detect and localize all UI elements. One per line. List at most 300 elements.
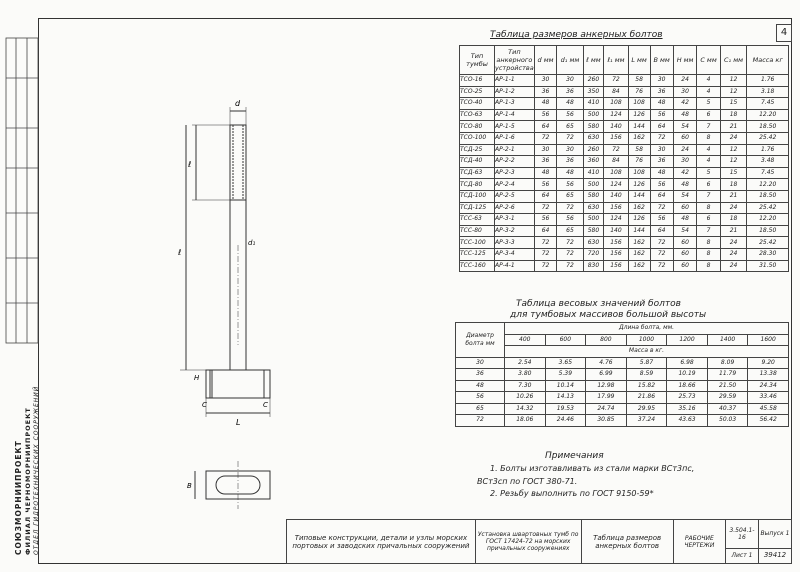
anchor-cell: 410 [583,98,604,110]
anchor-cell: 410 [583,167,604,179]
anchor-cell: 64 [650,225,673,237]
mass-cell: 29.95 [626,403,667,415]
anchor-cell: 56 [557,109,583,121]
anchor-table-row [460,237,789,249]
anchor-cell: 144 [628,121,650,133]
mass-cell: 40.37 [707,403,748,415]
branch-label: ФИЛИАЛ ЧЕРНОМОРНИИПРОЕКТ [24,407,32,555]
anchor-cell: 12 [720,86,747,98]
anchor-cell: 48 [534,98,557,110]
mass-cell: 14.13 [545,392,586,404]
mass-cell: 21.86 [626,392,667,404]
anchor-cell: АР-3-1 [495,214,535,226]
anchor-cell: 156 [604,132,628,144]
anchor-cell: 140 [604,190,628,202]
anchor-header-cell: L мм [628,46,650,75]
anchor-header-cell: B мм [650,46,673,75]
anchor-cell: АР-1-6 [495,132,535,144]
anchor-cell: 58 [628,144,650,156]
anchor-table-title: Таблица размеров анкерных болтов [490,30,663,40]
anchor-cell: 72 [534,202,557,214]
title-block-series: 3.504.1-16 [726,520,759,549]
anchor-table-row [460,132,789,144]
anchor-cell: 6 [697,179,720,191]
anchor-cell: 12.20 [747,214,789,226]
anchor-cell: 36 [650,156,673,168]
dim-L: L [236,418,241,427]
anchor-cell: 25.42 [747,237,789,249]
anchor-cell: 124 [604,109,628,121]
mass-cell: 33.46 [748,392,789,404]
mass-cell: 6.99 [586,369,627,381]
anchor-cell: АР-2-4 [495,179,535,191]
anchor-header-cell: Тип анкерного устройства [495,46,535,75]
anchor-cell: 15 [720,98,747,110]
anchor-cell: 24 [720,202,747,214]
anchor-cell: 56 [650,179,673,191]
bolt-drawing [150,95,290,515]
anchor-table-row [460,98,789,110]
anchor-table [459,45,789,272]
anchor-cell: 56 [557,214,583,226]
anchor-cell: 3.18 [747,86,789,98]
mass-cell: 13.38 [748,369,789,381]
anchor-cell: 24 [673,75,697,87]
anchor-cell: 72 [557,202,583,214]
dim-b: B [187,482,192,490]
anchor-cell: ТСС-100 [460,237,495,249]
weight-table-row [456,357,789,369]
anchor-cell: 18 [720,214,747,226]
mass-cell: 10.19 [667,369,708,381]
mass-cell: 5.87 [626,357,667,369]
mass-cell: 10.14 [545,380,586,392]
anchor-table-row [460,144,789,156]
anchor-cell: 108 [628,167,650,179]
anchor-table-row [460,121,789,133]
anchor-cell: 42 [673,98,697,110]
anchor-cell: 65 [557,225,583,237]
anchor-cell: 56 [534,109,557,121]
mass-cell: 11.79 [707,369,748,381]
weight-table-row [456,392,789,404]
anchor-cell: 6 [697,214,720,226]
anchor-cell: 12 [720,156,747,168]
mass-cell: 8.59 [626,369,667,381]
anchor-cell: 500 [583,214,604,226]
anchor-cell: 24 [720,248,747,260]
anchor-cell: 162 [628,260,650,272]
anchor-table-row [460,248,789,260]
mass-cell: 8.09 [707,357,748,369]
anchor-cell: 72 [650,248,673,260]
anchor-table-row [460,167,789,179]
anchor-cell: 500 [583,179,604,191]
anchor-cell: 54 [673,225,697,237]
anchor-cell: 124 [604,214,628,226]
anchor-cell: 60 [673,248,697,260]
mass-cell: 29.59 [707,392,748,404]
mass-cell: 30.85 [586,415,627,427]
diameter-cell: 65 [456,403,505,415]
anchor-cell: 8 [697,260,720,272]
mass-cell: 6.98 [667,357,708,369]
anchor-cell: 72 [534,237,557,249]
anchor-cell: ТСД-40 [460,156,495,168]
anchor-cell: 72 [557,237,583,249]
anchor-cell: 72 [650,260,673,272]
anchor-cell: 144 [628,190,650,202]
weight-table-title2: для тумбовых массивов большой высоты [510,310,707,320]
anchor-cell: 108 [604,98,628,110]
anchor-cell: 8 [697,237,720,249]
anchor-cell: 36 [557,86,583,98]
anchor-cell: 24 [720,132,747,144]
anchor-table-row [460,190,789,202]
anchor-cell: ТСО-40 [460,98,495,110]
anchor-cell: 21 [720,225,747,237]
anchor-cell: 144 [628,225,650,237]
mass-cell: 15.82 [626,380,667,392]
anchor-cell: 580 [583,225,604,237]
anchor-cell: 48 [673,214,697,226]
mass-header: Масса в кг. [505,346,789,358]
title-block-drawing-name: Таблица размеров анкерных болтов [581,520,673,564]
anchor-cell: 56 [650,109,673,121]
anchor-header-cell: d мм [534,46,557,75]
anchor-cell: ТСД-25 [460,144,495,156]
anchor-cell: 56 [534,179,557,191]
anchor-cell: 500 [583,109,604,121]
diameter-header: Диаметр болта мм [456,323,505,358]
anchor-cell: 1.76 [747,144,789,156]
anchor-table-row [460,179,789,191]
anchor-cell: 12 [720,144,747,156]
anchor-cell: 72 [534,260,557,272]
mass-cell: 21.50 [707,380,748,392]
anchor-cell: ТСС-80 [460,225,495,237]
anchor-cell: 156 [604,248,628,260]
diameter-cell: 56 [456,392,505,404]
mass-cell: 24.46 [545,415,586,427]
anchor-cell: 15 [720,167,747,179]
anchor-cell: 18 [720,179,747,191]
mass-cell: 17.99 [586,392,627,404]
mass-cell: 25.73 [667,392,708,404]
title-block-album: 39412 [758,548,791,563]
diameter-cell: 48 [456,380,505,392]
anchor-cell: 30 [557,75,583,87]
anchor-cell: ТСД-125 [460,202,495,214]
anchor-cell: 162 [628,132,650,144]
dim-l1: ℓ [188,160,192,169]
anchor-cell: 64 [534,225,557,237]
anchor-cell: 64 [650,121,673,133]
anchor-cell: 12 [720,75,747,87]
anchor-cell: 7.45 [747,167,789,179]
anchor-cell: 65 [557,190,583,202]
diameter-cell: 72 [456,415,505,427]
anchor-cell: 42 [673,167,697,179]
anchor-cell: ТСС-160 [460,260,495,272]
weight-table-row [456,403,789,415]
anchor-cell: 7.45 [747,98,789,110]
org-label: СОЮЗМОРНИИПРОЕКТ [14,440,23,555]
anchor-cell: 18.50 [747,225,789,237]
anchor-cell: 1.76 [747,75,789,87]
length-cell: 1600 [748,334,789,346]
anchor-cell: 72 [604,75,628,87]
anchor-cell: 72 [604,144,628,156]
anchor-cell: 156 [604,237,628,249]
anchor-cell: 36 [557,156,583,168]
anchor-cell: 720 [583,248,604,260]
anchor-cell: 350 [583,86,604,98]
anchor-table-row [460,109,789,121]
anchor-cell: 72 [534,248,557,260]
anchor-cell: 21 [720,121,747,133]
anchor-cell: 60 [673,260,697,272]
anchor-cell: АР-3-2 [495,225,535,237]
anchor-cell: 156 [604,260,628,272]
anchor-cell: АР-2-2 [495,156,535,168]
mass-cell: 37.24 [626,415,667,427]
anchor-table-row [460,225,789,237]
mass-cell: 9.20 [748,357,789,369]
anchor-cell: 72 [557,260,583,272]
anchor-cell: АР-1-5 [495,121,535,133]
anchor-cell: 72 [650,132,673,144]
anchor-cell: 18 [720,109,747,121]
anchor-cell: 72 [650,202,673,214]
anchor-table-row [460,202,789,214]
anchor-cell: 48 [673,109,697,121]
mass-cell: 3.65 [545,357,586,369]
mass-cell: 56.42 [748,415,789,427]
mass-cell: 45.58 [748,403,789,415]
mass-cell: 19.53 [545,403,586,415]
anchor-cell: 4 [697,144,720,156]
weight-table-row [456,415,789,427]
anchor-header-cell: C мм [697,46,720,75]
length-cell: 1200 [667,334,708,346]
anchor-cell: 24 [673,144,697,156]
anchor-cell: 24 [720,260,747,272]
anchor-table-row [460,214,789,226]
anchor-cell: 25.42 [747,132,789,144]
anchor-cell: ТСС-125 [460,248,495,260]
anchor-cell: 18.50 [747,190,789,202]
title-block-issue: Выпуск 1 [758,520,791,549]
length-header: Длина болта, мм. [505,323,789,335]
length-cell: 800 [586,334,627,346]
anchor-cell: 30 [650,144,673,156]
anchor-header-cell: Тип тумбы [460,46,495,75]
dept-label: ОТДЕЛ ГИДРОТЕХНИЧЕСКИХ СООРУЖЕНИЙ [33,385,40,555]
anchor-cell: 24 [720,237,747,249]
dim-h: H [194,374,200,382]
length-cell: 1400 [707,334,748,346]
anchor-cell: 3.48 [747,156,789,168]
anchor-cell: 7 [697,225,720,237]
anchor-cell: АР-2-6 [495,202,535,214]
anchor-cell: 64 [650,190,673,202]
anchor-cell: 48 [557,167,583,179]
anchor-cell: ТСД-80 [460,179,495,191]
anchor-cell: 72 [650,237,673,249]
anchor-cell: 60 [673,202,697,214]
mass-cell: 3.80 [505,369,546,381]
anchor-cell: 8 [697,248,720,260]
anchor-cell: 48 [534,167,557,179]
anchor-cell: АР-2-3 [495,167,535,179]
signature-block [0,18,40,348]
anchor-cell: АР-3-4 [495,248,535,260]
anchor-cell: АР-4-1 [495,260,535,272]
anchor-cell: 12.20 [747,109,789,121]
anchor-cell: 48 [673,179,697,191]
anchor-cell: 30 [650,75,673,87]
anchor-cell: 108 [628,98,650,110]
diameter-cell: 30 [456,357,505,369]
anchor-cell: 48 [557,98,583,110]
anchor-cell: 30 [557,144,583,156]
mass-cell: 14.32 [505,403,546,415]
anchor-cell: 140 [604,225,628,237]
anchor-cell: 156 [604,202,628,214]
anchor-cell: 630 [583,237,604,249]
mass-cell: 4.76 [586,357,627,369]
anchor-cell: 5 [697,167,720,179]
mass-cell: 18.06 [505,415,546,427]
anchor-cell: ТСО-16 [460,75,495,87]
anchor-cell: 54 [673,121,697,133]
anchor-cell: 84 [604,156,628,168]
title-block-series-name: Типовые конструкции, детали и узлы морских портовых и заводских причальных сооружений [287,520,476,564]
anchor-cell: 12.20 [747,179,789,191]
anchor-cell: 30 [534,75,557,87]
anchor-cell: 8 [697,132,720,144]
anchor-cell: 124 [604,179,628,191]
anchor-cell: 30 [673,156,697,168]
weight-table-row [456,380,789,392]
anchor-cell: 6 [697,109,720,121]
anchor-cell: 30 [673,86,697,98]
anchor-cell: ТСД-100 [460,190,495,202]
anchor-cell: АР-1-2 [495,86,535,98]
length-cell: 1000 [626,334,667,346]
anchor-cell: 72 [557,132,583,144]
anchor-cell: АР-1-1 [495,75,535,87]
anchor-table-row [460,156,789,168]
anchor-cell: 36 [650,86,673,98]
anchor-header-cell: H мм [673,46,697,75]
note-line-2: ВСт3сп по ГОСТ 380-71. [477,477,578,486]
anchor-cell: 108 [604,167,628,179]
mass-cell: 10.26 [505,392,546,404]
anchor-cell: 48 [650,98,673,110]
length-cell: 400 [505,334,546,346]
anchor-cell: 72 [557,248,583,260]
dim-c: C [202,401,207,409]
title-block-stage: РАБОЧИЕ ЧЕРТЕЖИ [673,520,725,564]
anchor-header-cell: Масса кг [747,46,789,75]
anchor-cell: 60 [673,237,697,249]
anchor-cell: 8 [697,202,720,214]
anchor-cell: 64 [534,121,557,133]
anchor-cell: 28.30 [747,248,789,260]
anchor-cell: АР-3-3 [495,237,535,249]
anchor-cell: 7 [697,190,720,202]
anchor-cell: АР-2-5 [495,190,535,202]
anchor-cell: 126 [628,109,650,121]
dim-d: d [235,99,241,108]
mass-cell: 12.98 [586,380,627,392]
anchor-cell: 31.50 [747,260,789,272]
anchor-cell: ТСС-63 [460,214,495,226]
anchor-cell: 830 [583,260,604,272]
anchor-cell: 140 [604,121,628,133]
anchor-cell: 56 [534,214,557,226]
anchor-cell: 36 [534,156,557,168]
mass-cell: 18.66 [667,380,708,392]
anchor-cell: 580 [583,190,604,202]
anchor-cell: 76 [628,86,650,98]
anchor-header-cell: ℓ₁ мм [604,46,628,75]
anchor-cell: 7 [697,121,720,133]
diameter-cell: 36 [456,369,505,381]
anchor-cell: 64 [534,190,557,202]
anchor-cell: 76 [628,156,650,168]
sheet-number: 4 [776,24,792,42]
anchor-cell: 56 [650,214,673,226]
title-block-subject: Установка швартовных тумб по ГОСТ 17424-72 на морских причальных сооружениях [475,520,581,564]
mass-cell: 24.34 [748,380,789,392]
anchor-cell: 126 [628,179,650,191]
mass-cell: 5.39 [545,369,586,381]
title-block [286,519,792,564]
anchor-cell: 60 [673,132,697,144]
anchor-cell: 360 [583,156,604,168]
anchor-cell: 58 [628,75,650,87]
weight-table-row [456,369,789,381]
anchor-cell: 36 [534,86,557,98]
weight-table [455,322,789,427]
anchor-cell: АР-2-1 [495,144,535,156]
length-cell: 600 [545,334,586,346]
anchor-header-cell: C₁ мм [720,46,747,75]
note-line-1: 1. Болты изготавливать из стали марки ВСт3пс, [490,464,695,473]
anchor-cell: 126 [628,214,650,226]
anchor-cell: 162 [628,248,650,260]
anchor-cell: 72 [534,132,557,144]
anchor-cell: 162 [628,202,650,214]
anchor-table-row [460,86,789,98]
mass-cell: 7.30 [505,380,546,392]
dim-c1: C [263,401,268,409]
anchor-cell: ТСО-80 [460,121,495,133]
anchor-cell: ТСО-100 [460,132,495,144]
anchor-cell: 162 [628,237,650,249]
anchor-cell: 25.42 [747,202,789,214]
mass-cell: 35.16 [667,403,708,415]
weight-table-title1: Таблица весовых значений болтов [516,299,681,309]
anchor-cell: 54 [673,190,697,202]
anchor-cell: 4 [697,86,720,98]
mass-cell: 43.63 [667,415,708,427]
title-block-sheet: Лист 1 [726,548,759,563]
anchor-cell: 630 [583,132,604,144]
